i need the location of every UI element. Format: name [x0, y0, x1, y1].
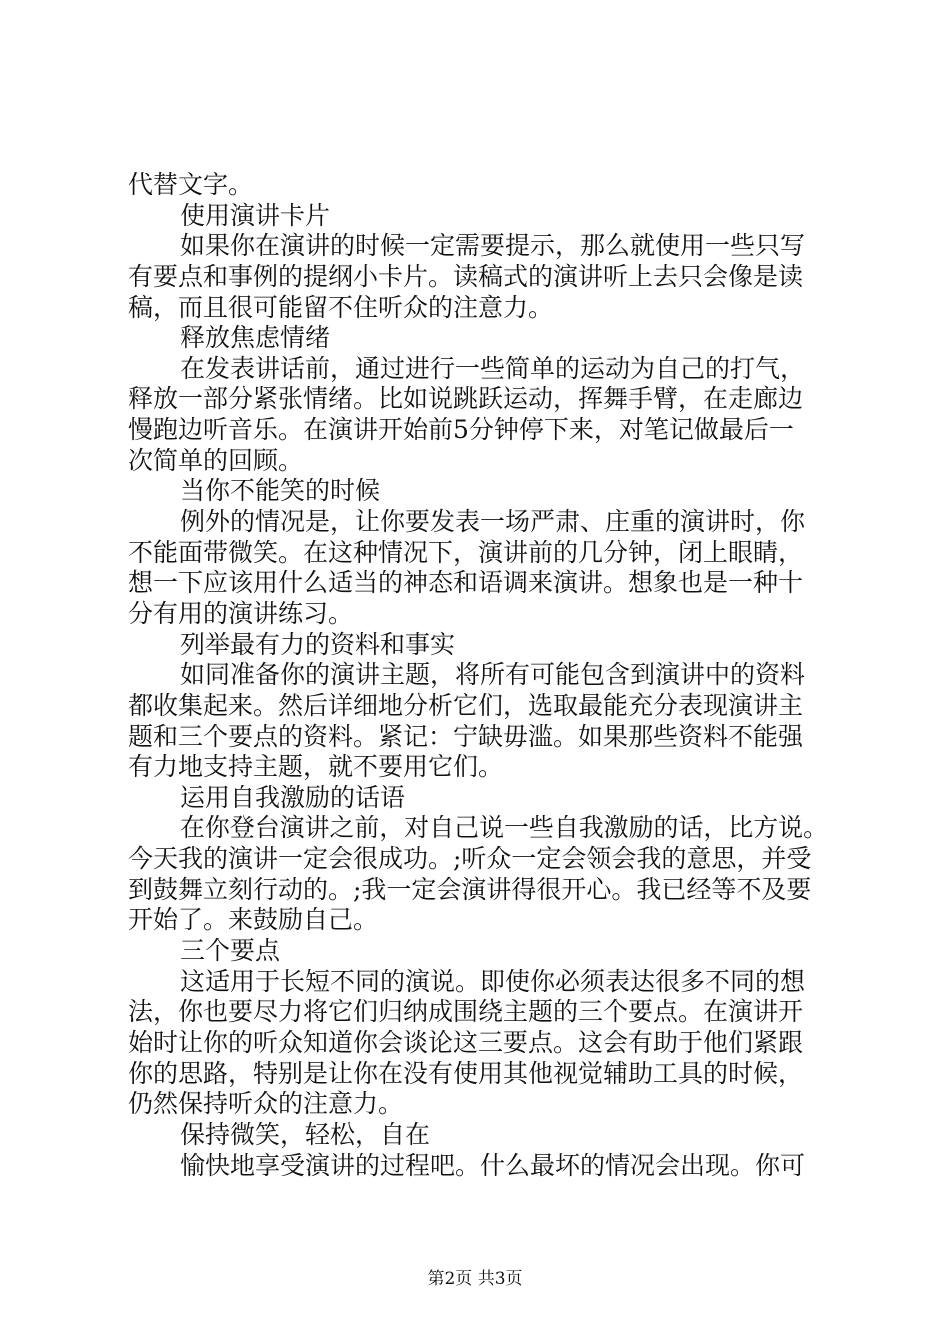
- text-line: [128, 231, 828, 262]
- text-line: [128, 507, 828, 538]
- text-line: [128, 1089, 828, 1120]
- text-line: [128, 1151, 828, 1182]
- text-line: [128, 1120, 828, 1151]
- text-line-content: 开始了。来鼓励自己。: [128, 905, 379, 935]
- text-line-content: 使用演讲卡片: [180, 200, 331, 230]
- text-line-content: 都收集起来。然后详细地分析它们，选取最能充分表现演讲主: [128, 690, 804, 720]
- text-line-content: 不能面带微笑。在这种情况下，演讲前的几分钟，闭上眼睛，: [128, 537, 804, 567]
- text-line-content: 仍然保持听众的注意力。: [128, 1089, 404, 1119]
- text-line-content: 法，你也要尽力将它们归纳成围绕主题的三个要点。在演讲开: [128, 997, 804, 1027]
- text-line: [128, 293, 828, 324]
- text-line-content: 在发表讲话前，通过进行一些简单的运动为自己的打气，: [180, 353, 806, 383]
- text-line-content: 这适用于长短不同的演说。即使你必须表达很多不同的想: [180, 966, 806, 996]
- text-line: [128, 722, 828, 753]
- text-line: [128, 384, 828, 415]
- text-line: [128, 170, 828, 201]
- text-line-content: 想一下应该用什么适当的神态和语调来演讲。想象也是一种十: [128, 568, 804, 598]
- text-line: [128, 783, 828, 814]
- text-line: [128, 476, 828, 507]
- text-line: [128, 201, 828, 232]
- text-line-content: 有要点和事例的提纲小卡片。读稿式的演讲听上去只会像是读: [128, 261, 804, 291]
- page-footer: 第2页 共3页: [427, 1269, 523, 1289]
- text-line: [128, 752, 828, 783]
- text-line: [128, 936, 828, 967]
- text-line-content: 到鼓舞立刻行动的。;我一定会演讲得很开心。我已经等不及要: [128, 874, 812, 904]
- text-line-content: 你的思路，特别是让你在没有使用其他视觉辅助工具的时候，: [128, 1058, 804, 1088]
- text-line-content: 今天我的演讲一定会很成功。;听众一定会领会我的意思，并受: [128, 844, 812, 874]
- text-line: [128, 691, 828, 722]
- text-line: [128, 967, 828, 998]
- text-line-content: 分有用的演讲练习。: [128, 598, 354, 628]
- document-body: [128, 170, 828, 1181]
- text-line-content: 次简单的回顾。: [128, 445, 304, 475]
- text-line-content: 释放焦虑情绪: [180, 323, 331, 353]
- text-line: [128, 538, 828, 569]
- text-line: [128, 568, 828, 599]
- text-line-content: 释放一部分紧张情绪。比如说跳跃运动，挥舞手臂，在走廊边: [128, 384, 804, 414]
- text-line-content: 在你登台演讲之前，对自己说一些自我激励的话，比方说。: [180, 813, 828, 843]
- text-line: [128, 813, 828, 844]
- text-line: [128, 1028, 828, 1059]
- text-line-content: 列举最有力的资料和事实: [180, 629, 456, 659]
- text-line-content: 运用自我激励的话语: [180, 782, 406, 812]
- text-line: [128, 875, 828, 906]
- text-line: [128, 905, 828, 936]
- text-line: [128, 844, 828, 875]
- text-line: [128, 446, 828, 477]
- text-line-content: 稿，而且很可能留不住听众的注意力。: [128, 292, 554, 322]
- text-line-content: 当你不能笑的时候: [180, 476, 381, 506]
- text-line-content: 慢跑边听音乐。在演讲开始前5分钟停下来，对笔记做最后一: [128, 415, 794, 445]
- text-line-content: 题和三个要点的资料。紧记：宁缺毋滥。如果那些资料不能强: [128, 721, 804, 751]
- text-line-content: 始时让你的听众知道你会谈论这三要点。这会有助于他们紧跟: [128, 1027, 804, 1057]
- text-line: [128, 599, 828, 630]
- text-line-content: 如同准备你的演讲主题，将所有可能包含到演讲中的资料: [180, 660, 806, 690]
- text-line-content: 有力地支持主题，就不要用它们。: [128, 752, 504, 782]
- text-line: [128, 415, 828, 446]
- text-line: [128, 997, 828, 1028]
- text-line: [128, 630, 828, 661]
- text-line-content: 愉快地享受演讲的过程吧。什么最坏的情况会出现。你可: [180, 1150, 806, 1180]
- text-line: [128, 323, 828, 354]
- text-line-content: 代替文字。: [128, 170, 254, 199]
- text-line-content: 三个要点: [180, 936, 281, 966]
- text-line-content: 如果你在演讲的时候一定需要提示，那么就使用一些只写: [180, 231, 806, 261]
- text-line-content: 例外的情况是，让你要发表一场严肃、庄重的演讲时，你: [180, 507, 806, 537]
- text-line: [128, 660, 828, 691]
- text-line: [128, 262, 828, 293]
- text-line-content: 保持微笑，轻松，自在: [180, 1119, 431, 1149]
- text-line: [128, 1059, 828, 1090]
- text-line: [128, 354, 828, 385]
